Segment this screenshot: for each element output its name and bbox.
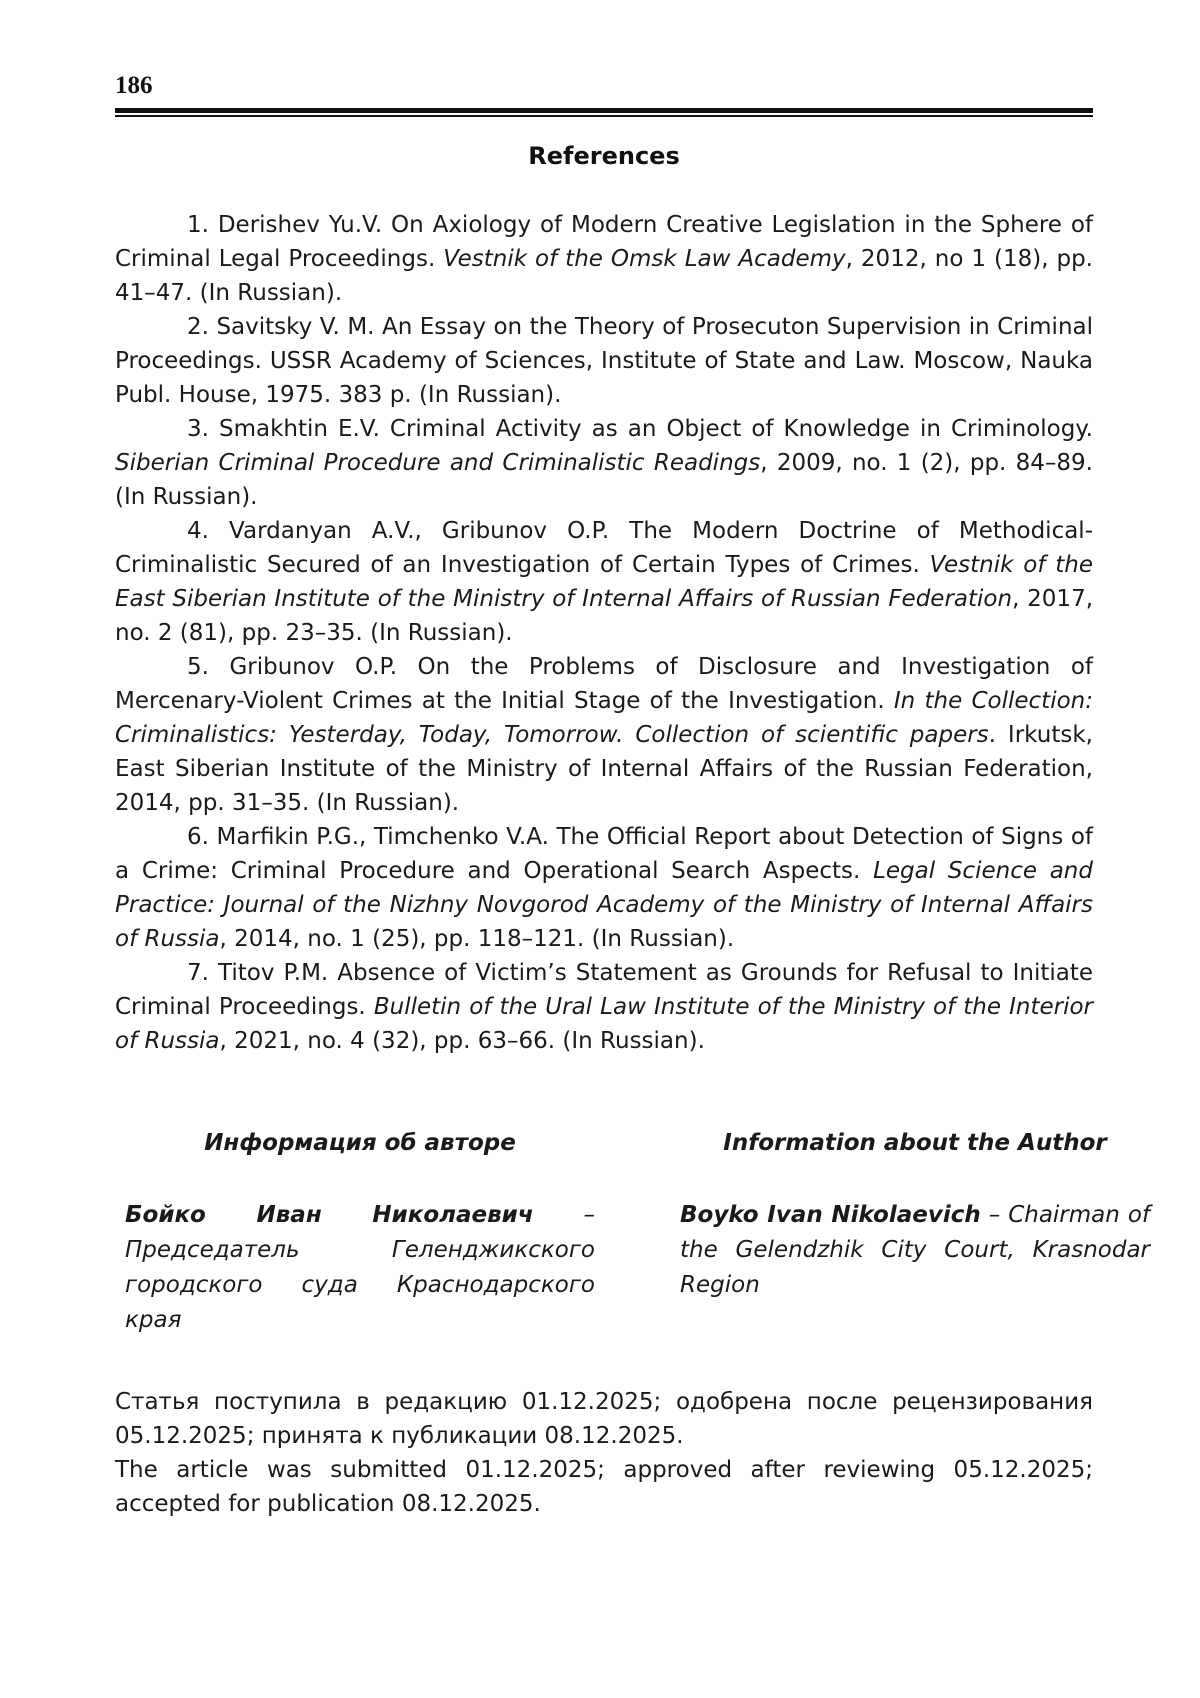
- reference-tail: . Irkutsk, East Siberian Institute of the Ministry of Internal Affairs of the Russian Federation, 2014, pp. 31–35. (In Russian).: [115, 722, 1093, 816]
- reference-source: Bulletin of the Ural Law Institute of the Ministry of the Interior of Russia: [115, 994, 1094, 1054]
- references-heading: References: [528, 142, 680, 170]
- author-info-title-en: Information about the Author: [723, 1130, 1107, 1156]
- author-info-title-ru: Информация об авторе: [204, 1130, 516, 1156]
- page-number: 186: [115, 72, 153, 99]
- reference-item: [115, 956, 1093, 1058]
- reference-number: 2.: [187, 314, 209, 340]
- header-rule-thick: [115, 108, 1093, 113]
- author-name-ru: Бойко Иван Николаевич: [125, 1202, 534, 1228]
- reference-text: Savitsky V. M. An Essay on the Theory of Prosecuton Supervision in Criminal Proceedings. USSR Academy of Sciences, Institute of State and Law. Moscow, Nauka Publ. House, 1975. 383 p. (In Russian).: [115, 314, 1094, 408]
- reference-number: 7.: [187, 960, 209, 986]
- reference-text: Vardanyan A.V., Gribunov O.P. The Modern Doctrine of Methodical-Criminalistic Secured of an Investigation of Certain Types of Crimes.: [115, 518, 1093, 578]
- reference-source: Legal Science and Practice: Journal of the Nizhny Novgorod Academy of the Ministry of Internal Affairs of Russia: [115, 858, 1093, 952]
- reference-item: [115, 208, 1093, 310]
- reference-text: Derishev Yu.V. On Axiology of Modern Creative Legislation in the Sphere of Criminal Legal Proceedings.: [115, 212, 1093, 272]
- references-list: [115, 208, 1093, 1058]
- article-dates-en: The article was submitted 01.12.2025; approved after reviewing 05.12.2025; accepted for publication 08.12.2025.: [115, 1457, 1093, 1517]
- author-info-ru: [125, 1130, 595, 1338]
- author-info-en: [680, 1130, 1150, 1303]
- header-rule-thin: [115, 115, 1093, 117]
- reference-item: [115, 650, 1093, 820]
- article-dates: [115, 1385, 1093, 1521]
- reference-tail: , 2012, no 1 (18), pp. 41–47. (In Russian).: [115, 246, 1093, 306]
- reference-number: 6.: [187, 824, 209, 850]
- reference-item: [115, 514, 1093, 650]
- author-description-ru: – Председатель Геленджикского городского суда Краснодарского края: [125, 1202, 596, 1333]
- reference-source: Vestnik of the East Siberian Institute of the Ministry of Internal Affairs of Russian Federation: [115, 552, 1093, 612]
- reference-tail: , 2009, no. 1 (2), pp. 84–89. (In Russian).: [115, 450, 1093, 510]
- reference-item: [115, 310, 1093, 412]
- reference-text: Marfikin P.G., Timchenko V.A. The Official Report about Detection of Signs of a Crime: Criminal Procedure and Operational Search Aspects.: [115, 824, 1093, 884]
- reference-text: Gribunov O.P. On the Problems of Disclosure and Investigation of Mercenary-Violent Crimes at the Initial Stage of the Investigation.: [115, 654, 1094, 714]
- reference-text: Titov P.M. Absence of Victim’s Statement as Grounds for Refusal to Initiate Criminal Proceedings.: [115, 960, 1094, 1020]
- author-info-body-en: [680, 1198, 1150, 1303]
- reference-source: In the Collection: Criminalistics: Yesterday, Today, Tomorrow. Collection of scientific papers: [115, 688, 1093, 748]
- reference-number: 5.: [187, 654, 209, 680]
- reference-number: 1.: [187, 212, 209, 238]
- author-info-body-ru: [125, 1198, 595, 1338]
- reference-source: Vestnik of the Omsk Law Academy: [443, 246, 846, 272]
- reference-tail: , 2021, no. 4 (32), pp. 63–66. (In Russian).: [219, 1028, 705, 1054]
- reference-tail: , 2014, no. 1 (25), pp. 118–121. (In Russian).: [219, 926, 735, 952]
- reference-number: 4.: [187, 518, 209, 544]
- reference-text: Smakhtin E.V. Criminal Activity as an Object of Knowledge in Criminology.: [218, 416, 1093, 442]
- reference-number: 3.: [187, 416, 209, 442]
- reference-item: [115, 820, 1093, 956]
- reference-item: [115, 412, 1093, 514]
- author-description-en: – Chairman of the Gelendzhik City Court, Krasnodar Region: [680, 1202, 1150, 1298]
- reference-source: Siberian Criminal Procedure and Criminalistic Readings: [115, 450, 761, 476]
- reference-tail: , 2017, no. 2 (81), pp. 23–35. (In Russian).: [115, 586, 1094, 646]
- article-dates-ru: Статья поступила в редакцию 01.12.2025; одобрена после рецензирования 05.12.2025; принята к публикации 08.12.2025.: [115, 1389, 1093, 1449]
- author-name-en: Boyko Ivan Nikolaevich: [680, 1202, 981, 1228]
